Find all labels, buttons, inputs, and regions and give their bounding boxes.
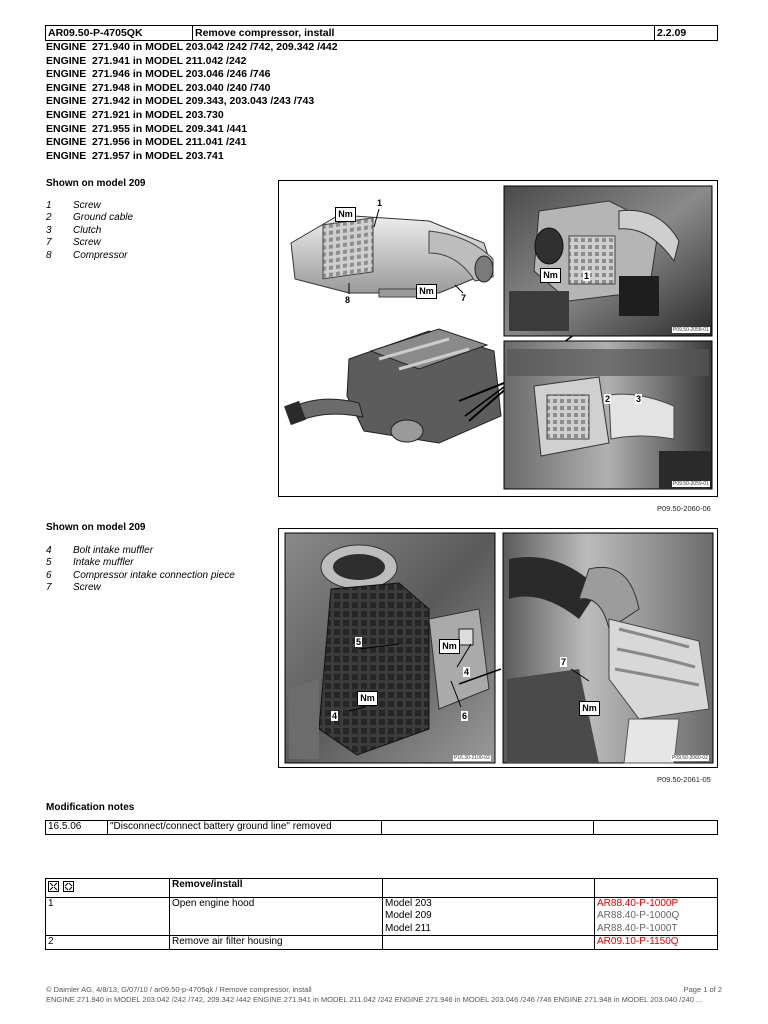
callout-label: 7 — [561, 657, 567, 667]
doc-reference-link[interactable]: AR88.40-P-1000T — [597, 922, 678, 934]
legend-item: 7 Screw — [46, 237, 101, 249]
modification-title: Modification notes — [46, 802, 135, 813]
engine-row: ENGINE 271.941 in MODEL 211.042 /242 — [46, 54, 247, 67]
mod-empty-cell — [594, 821, 718, 835]
document-header — [45, 25, 718, 41]
legend-item: 7 Screw — [46, 582, 101, 594]
figure-intake-illustration — [279, 529, 718, 768]
modification-table — [45, 820, 718, 835]
section2-legend — [46, 545, 276, 595]
figure-intake-muffler — [278, 528, 718, 768]
doc-id: AR09.50-P-4705QK — [46, 26, 193, 40]
steps-header-empty — [383, 879, 595, 898]
doc-title: Remove compressor, install — [193, 26, 655, 40]
callout-label: 1 — [584, 271, 590, 281]
footer-engines: ENGINE 271.940 in MODEL 203.042 /242 /742, 209.342 /442 ENGINE 271.941 in MODEL 211.042 /242 ENGINE 271.946 in MODEL 203.046 /246 /746 ENGINE 271.948 in MODEL 203.040 /240 ... — [46, 994, 703, 1004]
callout-label: 4 — [332, 711, 338, 721]
step-models — [383, 897, 595, 936]
mod-text: "Disconnect/connect battery ground line" removed — [108, 821, 382, 835]
expand-collapse-cell — [46, 879, 170, 898]
expand-all-icon[interactable] — [48, 881, 59, 892]
photo-ref: P09.50-2059-01 — [673, 481, 709, 487]
torque-nm-icon: Nm — [416, 284, 437, 299]
table-header-row — [46, 879, 718, 898]
legend-item: 8 Compressor — [46, 249, 128, 261]
callout-label: 8 — [345, 295, 351, 305]
engine-row: ENGINE 271.956 in MODEL 211.041 /241 — [46, 136, 247, 149]
collapse-all-icon[interactable] — [63, 881, 74, 892]
footer-row — [46, 985, 722, 995]
callout-label: 6 — [462, 711, 468, 721]
step-refs — [595, 936, 718, 950]
torque-nm-icon: Nm — [579, 701, 600, 716]
torque-nm-icon: Nm — [335, 207, 356, 222]
callout-label: 7 — [461, 293, 467, 303]
torque-nm-icon: Nm — [357, 691, 378, 706]
doc-version: 2.2.09 — [657, 27, 687, 39]
photo-ref: P09.50-2058-01 — [673, 327, 709, 333]
callout-label: 3 — [636, 394, 642, 404]
doc-reference-link[interactable]: AR09.10-P-1150Q — [597, 936, 679, 947]
model-label: Model 209 — [385, 910, 432, 921]
table-row — [46, 897, 718, 936]
callout-label: 5 — [356, 637, 362, 647]
mod-date: 16.5.06 — [46, 821, 108, 835]
engine-row: ENGINE 271.957 in MODEL 203.741 — [46, 149, 224, 162]
footer-copyright: © Daimler AG, 4/8/13, G/07/10 / ar09.50-p-4705qk / Remove compressor, install — [46, 985, 312, 994]
step-text: Open engine hood — [170, 897, 383, 936]
photo-intake-right — [503, 533, 713, 763]
torque-nm-icon: Nm — [439, 639, 460, 654]
legend-item: 1 Screw — [46, 200, 101, 211]
legend-item: 5 Intake muffler — [46, 557, 134, 569]
step-refs — [595, 897, 718, 936]
steps-header-empty — [595, 879, 718, 898]
engine-row: ENGINE 271.942 in MODEL 209.343, 203.043 /243 /743 — [46, 95, 315, 108]
photo-intake-left — [285, 533, 495, 763]
step-models — [383, 936, 595, 950]
figure-compressor — [278, 180, 718, 497]
photo-ref: P09.50-2060-02 — [672, 755, 708, 761]
section2-title: Shown on model 209 — [46, 522, 146, 533]
section1-legend — [46, 200, 276, 262]
doc-reference-link[interactable]: AR88.40-P-1000P — [597, 897, 679, 909]
step-number: 2 — [46, 936, 170, 950]
callout-label: 4 — [464, 667, 470, 677]
footer-page-number: Page 1 of 2 — [683, 985, 722, 994]
torque-nm-icon: Nm — [540, 268, 561, 283]
page-footer — [46, 985, 722, 1004]
photo-ref: P16.30-2100-02 — [454, 755, 490, 761]
steps-table — [45, 878, 718, 950]
step-text: Remove air filter housing — [170, 936, 383, 950]
callout-label: 2 — [605, 394, 611, 404]
compressor-drawing — [291, 209, 493, 297]
table-row — [46, 936, 718, 950]
engine-row: ENGINE 271.940 in MODEL 203.042 /242 /742, 209.342 /442 — [46, 41, 338, 53]
engine-row: ENGINE 271.955 in MODEL 209.341 /441 — [46, 122, 248, 135]
engine-row: ENGINE 271.921 in MODEL 203.730 — [46, 108, 224, 121]
model-label: Model 211 — [385, 922, 431, 934]
engine-row: ENGINE 271.946 in MODEL 203.046 /246 /746 — [46, 68, 271, 81]
legend-item: 4 Bolt intake muffler — [46, 545, 154, 556]
photo-upper — [504, 186, 712, 336]
legend-item: 6 Compressor intake connection piece — [46, 569, 235, 581]
model-label: Model 203 — [385, 897, 432, 909]
figure-caption: P09.50-2060-06 — [657, 504, 711, 513]
legend-item: 3 Clutch — [46, 224, 102, 236]
doc-reference-link[interactable]: AR88.40-P-1000Q — [597, 910, 680, 921]
mod-empty-cell — [382, 821, 594, 835]
steps-header-label: Remove/install — [170, 879, 383, 898]
section1-title: Shown on model 209 — [46, 178, 146, 189]
figure-compressor-illustration — [279, 181, 718, 497]
engine-list — [46, 41, 726, 163]
legend-item: 2 Ground cable — [46, 212, 134, 224]
step-number: 1 — [46, 897, 170, 936]
photo-lower — [504, 341, 712, 489]
callout-label: 1 — [377, 198, 383, 208]
table-row — [46, 821, 718, 835]
engine-row: ENGINE 271.948 in MODEL 203.040 /240 /740 — [46, 81, 271, 94]
figure-caption: P09.50-2061-05 — [657, 775, 711, 784]
